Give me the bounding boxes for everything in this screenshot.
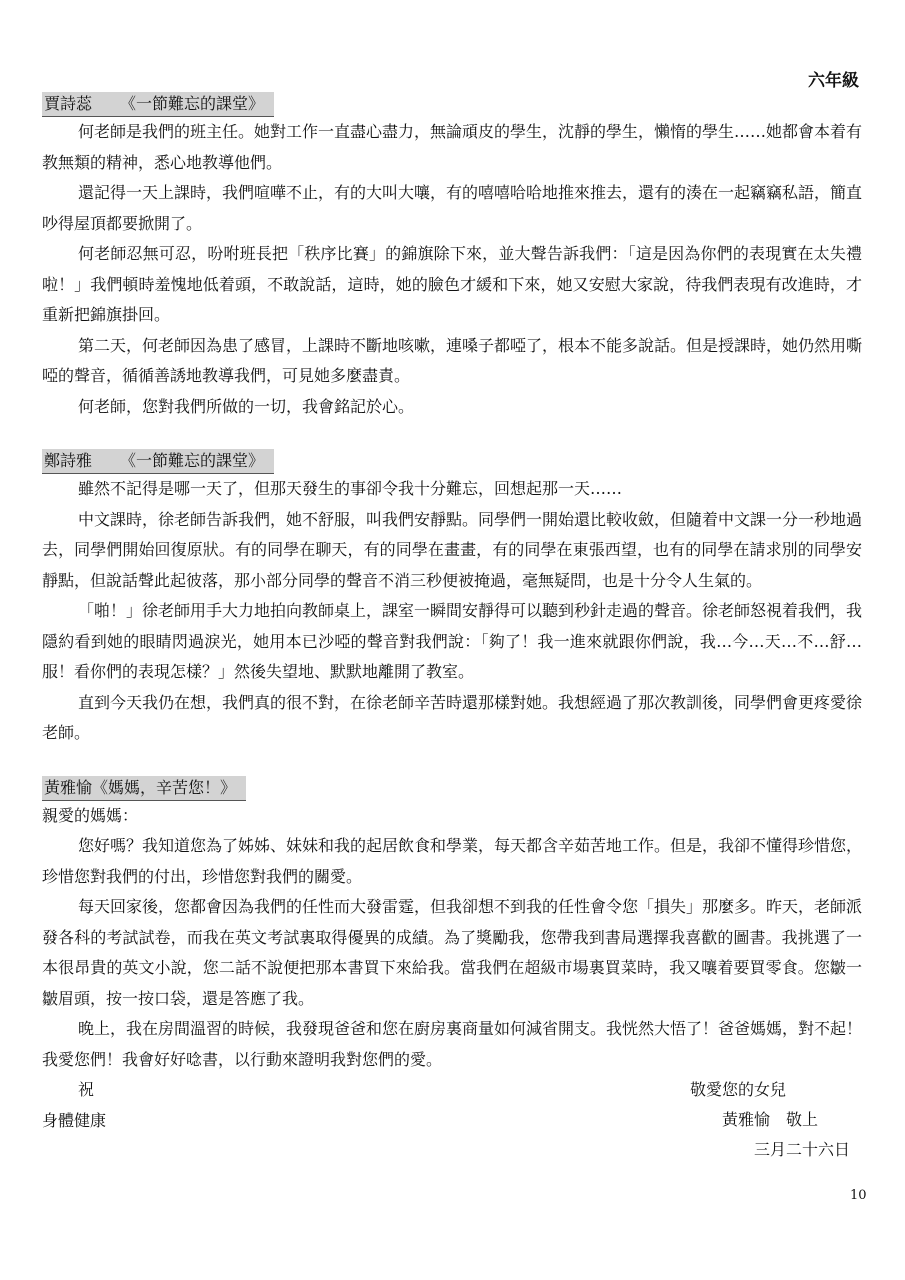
essay-author: 賈詩蕊 xyxy=(44,94,93,113)
letter-signature: 黃雅愉 敬上 xyxy=(722,1110,819,1129)
paragraph: 雖然不記得是哪一天了，但那天發生的事卻令我十分難忘，回想起那一天…… xyxy=(78,479,623,498)
document-content xyxy=(42,92,862,1136)
paragraph: 還記得一天上課時，我們喧嘩不止，有的大叫大嚷，有的嘻嘻哈哈地推來推去，還有的湊在一起竊竊私語，簡直吵得屋頂都要掀開了。 xyxy=(42,183,863,233)
letter-closing: 敬愛您的女兒 xyxy=(690,1080,787,1099)
paragraph: 何老師忍無可忍，吩咐班長把「秩序比賽」的錦旗除下來，並大聲告訴我們：「這是因為你們的表現實在太失禮啦！」我們頓時羞愧地低着頭，不敢說話，這時，她的臉色才緩和下來，她又安慰大家說，待我們表現有改進時，才重新把錦旗掛回。 xyxy=(42,244,862,324)
essay-heading-2 xyxy=(42,449,274,474)
essay-section-1 xyxy=(42,92,862,422)
letter-date: 三月二十六日 xyxy=(754,1140,851,1159)
letter-wish: 祝 xyxy=(78,1080,95,1099)
paragraph: 中文課時，徐老師告訴我們，她不舒服，叫我們安靜點。同學們一開始還比較收斂，但隨着中文課一分一秒地過去，同學們開始回復原狀。有的同學在聊天，有的同學在畫畫，有的同學在東張西望，也有的同學在請求別的同學安靜點，但說話聲此起彼落，那小部分同學的聲音不消三秒便被掩過，毫無疑問，也是十分令人生氣的。 xyxy=(42,509,863,590)
essay-heading-3: 黃雅愉《媽媽，辛苦您！》 xyxy=(42,776,246,801)
essay-title: 《一節難忘的課堂》 xyxy=(120,94,265,113)
essay-author: 鄭詩雅 xyxy=(44,451,93,470)
paragraph: 何老師是我們的班主任。她對工作一直盡心盡力，無論頑皮的學生，沈靜的學生，懶惰的學生……她都會本着有教無類的精神，悉心地教導他們。 xyxy=(42,122,863,172)
letter-blessing: 身體健康 xyxy=(42,1110,107,1130)
paragraph: 第二天，何老師因為患了感冒，上課時不斷地咳嗽，連嗓子都啞了，根本不能多說話。但是授課時，她仍然用嘶啞的聲音，循循善誘地教導我們，可見她多麼盡責。 xyxy=(42,335,863,385)
essay-section-2 xyxy=(42,449,862,749)
essay-title: 《一節難忘的課堂》 xyxy=(120,451,265,470)
paragraph: 晚上，我在房間溫習的時候，我發現爸爸和您在廚房裏商量如何減省開支。我恍然大悟了！爸爸媽媽，對不起！我愛您們！我會好好唸書，以行動來證明我對您們的愛。 xyxy=(42,1019,863,1069)
paragraph: 直到今天我仍在想，我們真的很不對，在徐老師辛苦時還那樣對她。我想經過了那次教訓後，同學們會更疼愛徐老師。 xyxy=(42,692,863,742)
paragraph: 您好嗎？我知道您為了姊姊、妹妹和我的起居飲食和學業，每天都含辛茹苦地工作。但是，我卻不懂得珍惜您，珍惜您對我們的付出，珍惜您對我們的關愛。 xyxy=(42,836,863,886)
grade-label: 六年級 xyxy=(808,71,859,91)
page-number: 10 xyxy=(850,1188,867,1203)
paragraph: 何老師，您對我們所做的一切，我會銘記於心。 xyxy=(78,396,415,416)
paragraph: 每天回家後，您都會因為我們的任性而大發雷霆，但我卻想不到我的任性會令您「損失」那麼多。昨天，老師派發各科的考試試卷，而我在英文考試裏取得優異的成績。為了獎勵我，您帶我到書局選擇我喜歡的圖書。我挑選了一本很昂貴的英文小說，您二話不說便把那本書買下來給我。當我們在超級市場裏買菜時，我又嚷着要買零食。您皺一皺眉頭，按一按口袋，還是答應了我。 xyxy=(42,897,863,1008)
paragraph: 「啪！」徐老師用手大力地拍向教師桌上，課室一瞬間安靜得可以聽到秒針走過的聲音。徐老師怒視着我們，我隱約看到她的眼睛閃過淚光，她用本已沙啞的聲音對我們說：「夠了！我一進來就跟你們說，我…今…天…不…舒…服！看你們的表現怎樣？」然後失望地、默默地離開了教室。 xyxy=(42,601,863,681)
letter-greeting: 親愛的媽媽： xyxy=(42,805,139,825)
essay-heading-1 xyxy=(42,92,274,117)
